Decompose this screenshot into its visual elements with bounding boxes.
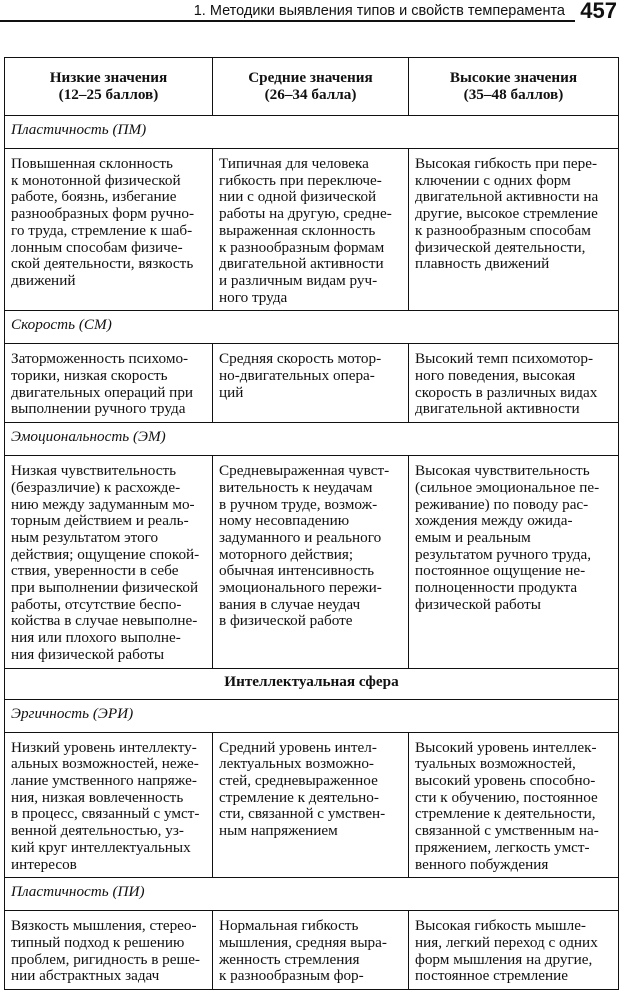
- cell-medium: Средний уровень интел- лектуальных возможно- стей, средневыраженное стремление к деятельно- сти, связанной с умствен- ным напряжением: [213, 732, 409, 878]
- section-heading: Эмоциональность (ЭМ): [5, 423, 619, 456]
- cell-high: Высокая гибкость мышле- ния, легкий переход с одних форм мышления на другие, постоянное стремление: [409, 911, 619, 990]
- section-heading-row: [5, 699, 619, 732]
- cell-high: Высокий уровень интеллек- туальных возможностей, высокий уровень способно- сти к обучению, постоянное стремление к деятельности, связанной с умственным на- пряжением, легкость умст- венного побуждения: [409, 732, 619, 878]
- cell-medium: Типичная для человека гибкость при переключе- нии с одной физической работы на другую, средне- выраженная склонность к разнообразным формам двигательной активности и различным видам руч- ного труда: [213, 149, 409, 311]
- header-high: Высокие значения (35–48 баллов): [409, 58, 619, 116]
- cell-low: Низкий уровень интеллекту- альных возможностей, неже- лание умственного напряже- ния, низкая вовлеченность в процесс, связанный с умст- венной деятельностью, уз- кий круг интеллектуальных интересов: [5, 732, 213, 878]
- running-head-title: 1. Методики выявления типов и свойств темперамента: [193, 3, 565, 19]
- table-row: [5, 344, 619, 423]
- section-heading-row: [5, 423, 619, 456]
- group-heading-row: [5, 668, 619, 699]
- cell-high: Высокий темп психомотор- ного поведения, высокая скорость в различных видах двигательной активности: [409, 344, 619, 423]
- section-heading: Пластичность (ПИ): [5, 878, 619, 911]
- table-row: [5, 456, 619, 668]
- temperament-scores-table: [4, 57, 619, 990]
- cell-low: Повышенная склонность к монотонной физической работе, боязнь, избегание разнообразных форм ручно- го труда, стремление к шаб- лонным способам физиче- ской деятельности, вязкость движений: [5, 149, 213, 311]
- cell-low: Заторможенность психомо- торики, низкая скорость двигательных операций при выполнении ручного труда: [5, 344, 213, 423]
- header-medium: Средние значения (26–34 балла): [213, 58, 409, 116]
- section-heading: Пластичность (ПМ): [5, 116, 619, 149]
- table-row: [5, 911, 619, 990]
- page-number: 457: [580, 0, 617, 23]
- cell-low: Вязкость мышления, стерео- типный подход к решению проблем, ригидность в реше- нии абстрактных задач: [5, 911, 213, 990]
- header-low: Низкие значения (12–25 баллов): [5, 58, 213, 116]
- cell-high: Высокая чувствительность (сильное эмоциональное пе- реживание) по поводу рас- хождения между ожида- емым и реальным результатом ручного труда, постоянное ощущение не- полноценности продукта физической работы: [409, 456, 619, 668]
- section-heading: Скорость (СМ): [5, 311, 619, 344]
- section-heading: Эргичность (ЭРИ): [5, 699, 619, 732]
- running-head: [0, 0, 575, 22]
- section-heading-row: [5, 878, 619, 911]
- section-heading-row: [5, 116, 619, 149]
- cell-high: Высокая гибкость при пере- ключении с одних форм двигательной активности на другие, высокое стремление к разнообразным способам физической деятельности, плавность движений: [409, 149, 619, 311]
- cell-medium: Нормальная гибкость мышления, средняя выра- женность стремления к разнообразным фор-: [213, 911, 409, 990]
- cell-medium: Средняя скорость мотор- но-двигательных опера- ций: [213, 344, 409, 423]
- table-header-row: [5, 58, 619, 116]
- cell-medium: Средневыраженная чувст- вительность к неудачам в ручном труде, возмож- ному несовпадению задуманного и реального моторного действия; обычная интенсивность эмоционального пережи- вания в случае неудач в физической работе: [213, 456, 409, 668]
- table-row: [5, 149, 619, 311]
- table-row: [5, 732, 619, 878]
- section-heading-row: [5, 311, 619, 344]
- cell-low: Низкая чувствительность (безразличие) к расхожде- нию между задуманным мо- торным действием и реаль- ным результатом этого действия; ощущение спокой- ствия, уверенности в себе при выполнении физической работы, отсутствие беспо- койства в случае невыполне- ния или плохого выполне- ния физической работы: [5, 456, 213, 668]
- group-heading: Интеллектуальная сфера: [5, 668, 619, 699]
